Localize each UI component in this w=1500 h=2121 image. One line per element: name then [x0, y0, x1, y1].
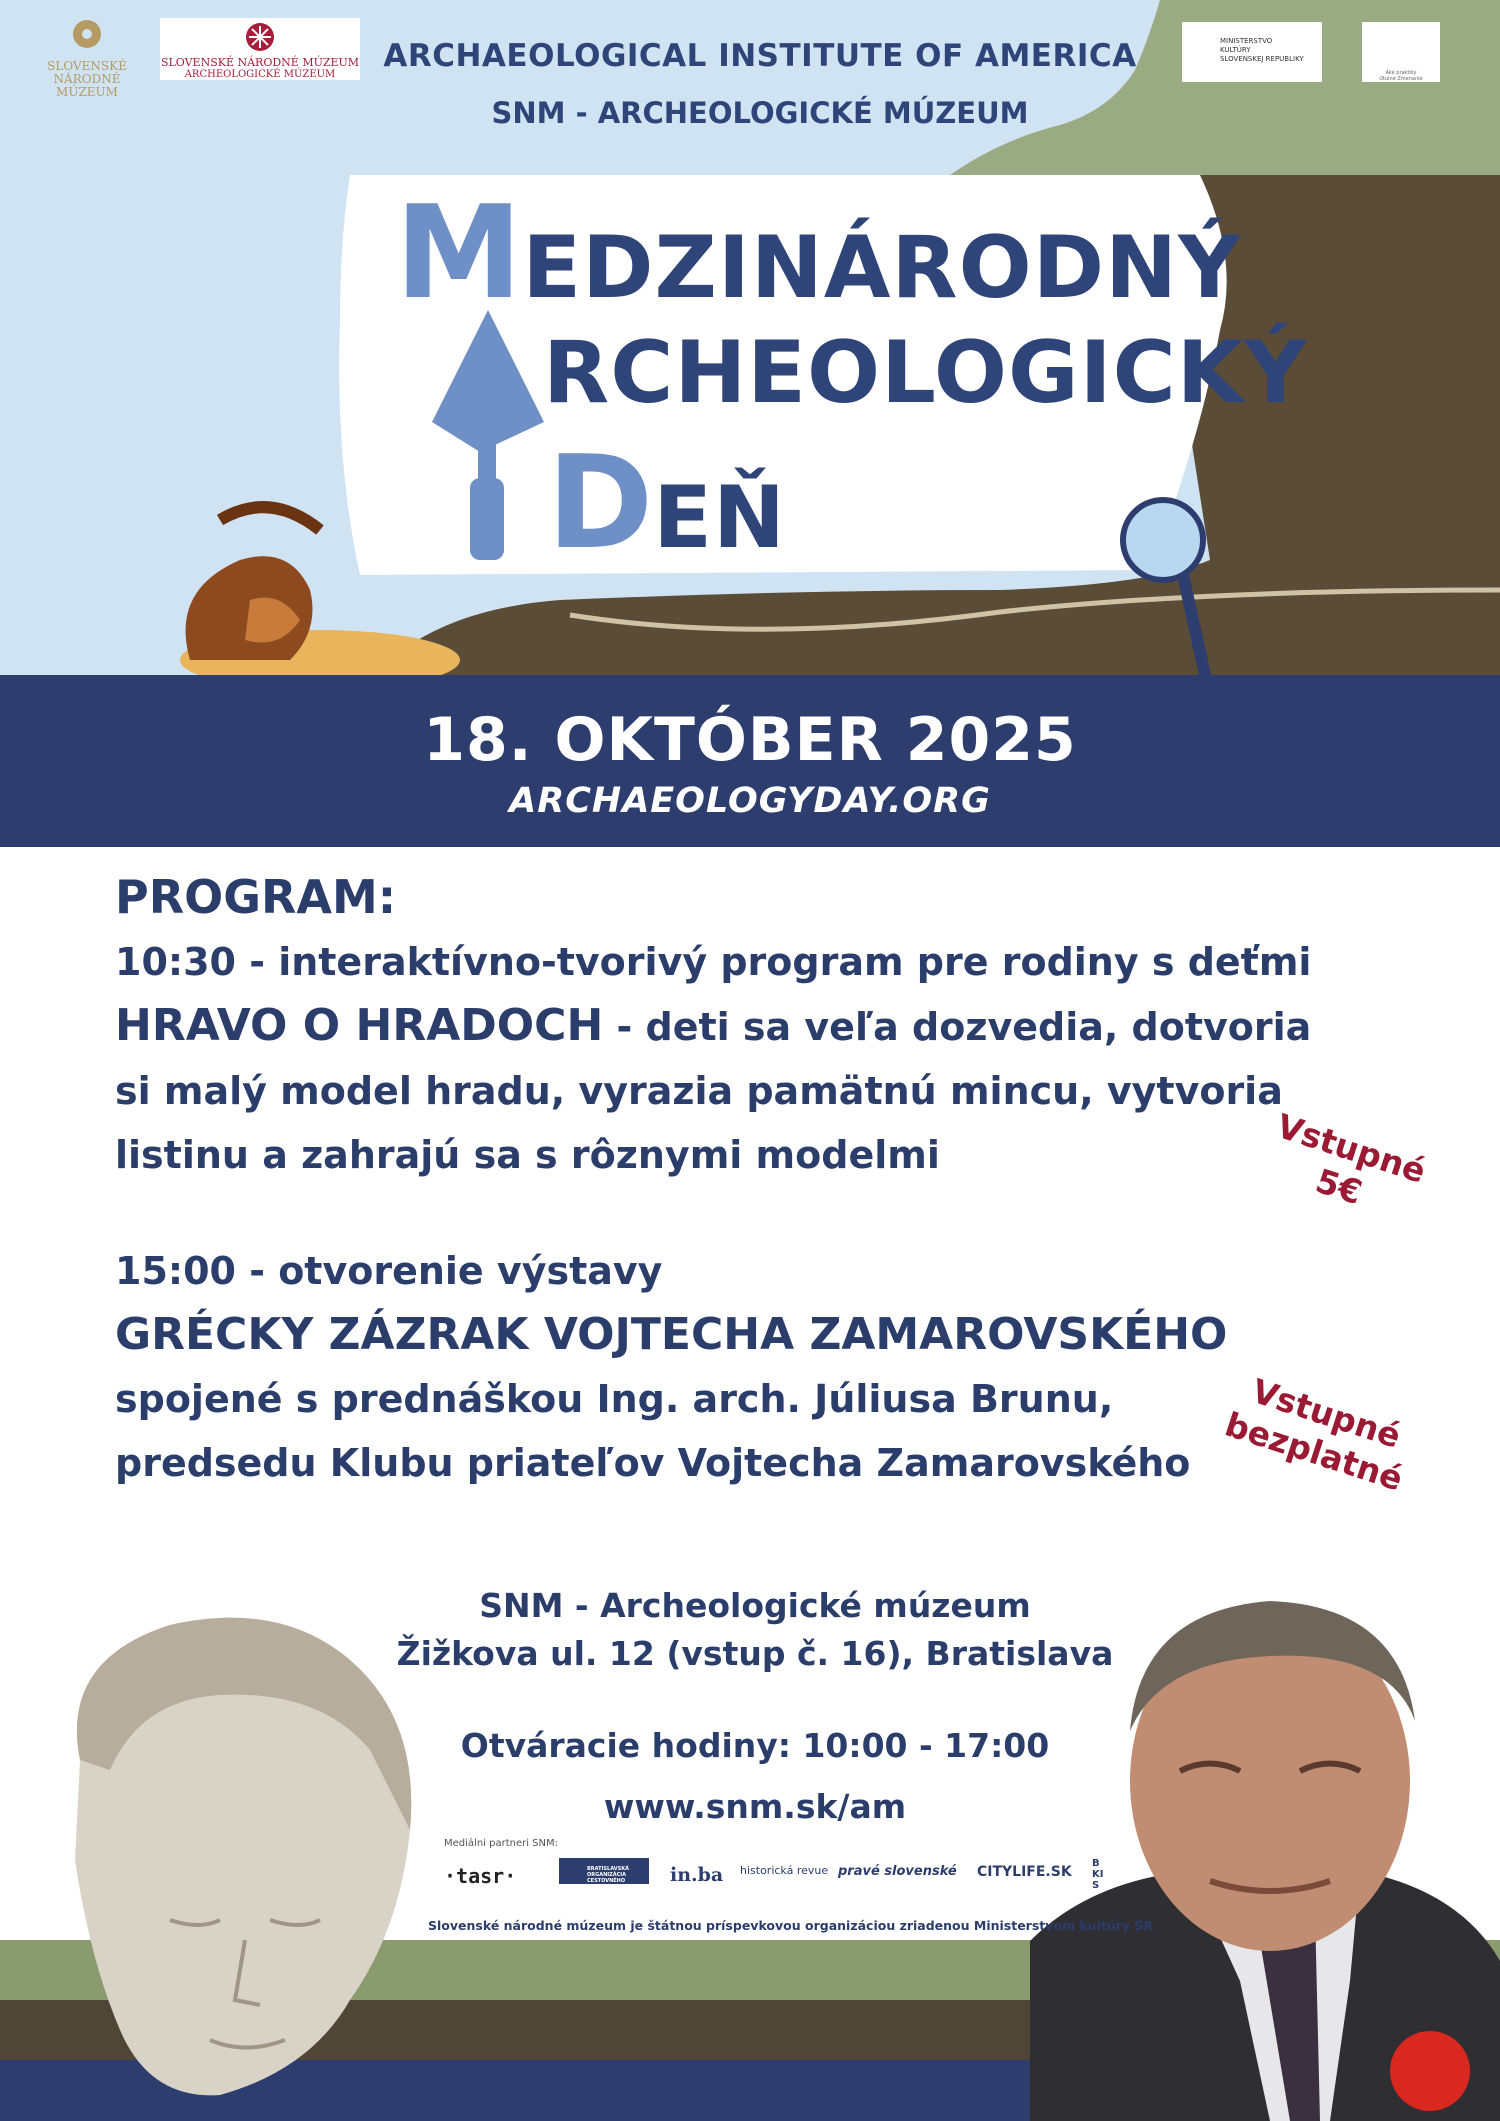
archeologicke-muzeum-logo	[160, 18, 360, 80]
title-initial-m: M	[395, 179, 523, 328]
ministry-logo-text: MINISTERSTVO KULTÚRY SLOVENSKEJ REPUBLIKY	[1220, 37, 1304, 63]
footer-note: Slovenské národné múzeum je štátnou príspevkovou organizáciou zriadenou Ministerstvom kultúry SR	[428, 1918, 1154, 1933]
statue-head-image	[20, 1600, 440, 2100]
program-item2-title: GRÉCKY ZÁZRAK VOJTECHA ZAMAROVSKÉHO	[115, 1309, 1228, 1360]
program-heading: PROGRAM:	[115, 870, 397, 924]
program-item1-time: 10:30 - interaktívno-tvorivý program pre rodiny s deťmi	[115, 940, 1312, 984]
title-initial-d: D	[547, 429, 654, 578]
venue-name: SNM - Archeologické múzeum	[479, 1586, 1031, 1625]
program-item1-title: HRAVO O HRADOCH	[115, 1000, 604, 1051]
program-item1-line3: si malý model hradu, vyrazia pamätnú mincu, vytvoria	[115, 1069, 1283, 1113]
snm-logo-text: SLOVENSKÉ NÁRODNÉ MÚZEUM	[47, 59, 127, 99]
am-logo-icon	[245, 22, 275, 52]
date-band	[0, 675, 1500, 847]
partner-bkis: BKIS	[1092, 1858, 1104, 1891]
fee-badge-item2: Vstupné bezplatné	[1220, 1371, 1408, 1499]
title-line2	[543, 323, 1308, 423]
venue-address: Žižkova ul. 12 (vstup č. 16), Bratislava	[396, 1634, 1114, 1673]
media-partners-label: Mediálni partneri SNM:	[444, 1838, 558, 1849]
am-logo-line2: ARCHEOLOGICKÉ MÚZEUM	[184, 69, 336, 80]
title-rest-1: EDZINÁRODNÝ	[522, 218, 1242, 318]
partner-tasr: ·tasr·	[444, 1864, 517, 1888]
title-line3	[547, 429, 786, 578]
event-website[interactable]: ARCHAEOLOGYDAY.ORG	[509, 781, 991, 821]
partner-bratislava-tourism: BRATISLAVSKÁ ORGANIZÁCIA CESTOVNÉHO RUCHU	[559, 1858, 649, 1884]
title-line1	[395, 179, 1242, 328]
partner-inba: in.ba	[670, 1864, 724, 1886]
program-item2-line4: predsedu Klubu priateľov Vojtecha Zamarovského	[115, 1441, 1191, 1485]
aia-logo-text: Aké praktiky Útulné Zmenanie	[1379, 70, 1423, 82]
header-line1: ARCHAEOLOGICAL INSTITUTE OF AMERICA	[383, 38, 1137, 74]
fee-badge-item1: Vstupné 5€	[1272, 1106, 1431, 1213]
media-partners	[444, 1858, 1114, 1898]
program-item1-title-line	[115, 994, 1315, 1059]
partner-historicka-revue: historická revue	[740, 1864, 829, 1877]
aia-logo	[1362, 22, 1440, 82]
partner-citylife: CITYLIFE.SK	[977, 1864, 1072, 1880]
program-section	[115, 870, 1315, 1495]
header	[380, 38, 1140, 130]
opening-hours: Otváracie hodiny: 10:00 - 17:00	[460, 1726, 1050, 1765]
venue-info	[395, 1582, 1115, 1826]
program-item1-desc: - deti sa veľa dozvedia, dotvoria	[603, 1005, 1312, 1049]
rose-icon	[1390, 2031, 1470, 2111]
partner-prave-slovenske: pravé slovenské	[838, 1864, 957, 1879]
header-line2: SNM - ARCHEOLOGICKÉ MÚZEUM	[491, 96, 1029, 130]
program-item1-line4: listinu a zahrajú sa s rôznymi modelmi	[115, 1133, 940, 1177]
program-item2-time: 15:00 - otvorenie výstavy	[115, 1249, 663, 1293]
title-rest-3: EŇ	[653, 468, 786, 568]
program-item2-line3: spojené s prednáškou Ing. arch. Júliusa Brunu,	[115, 1377, 1114, 1421]
title-rest-2: RCHEOLOGICKÝ	[543, 323, 1308, 423]
venue-website[interactable]: www.snm.sk/am	[603, 1787, 907, 1826]
snm-logo	[42, 18, 132, 99]
event-date: 18. OKTÓBER 2025	[423, 705, 1077, 775]
ministry-logo	[1182, 22, 1322, 82]
am-logo-line1: SLOVENSKÉ NÁRODNÉ MÚZEUM	[160, 56, 360, 69]
